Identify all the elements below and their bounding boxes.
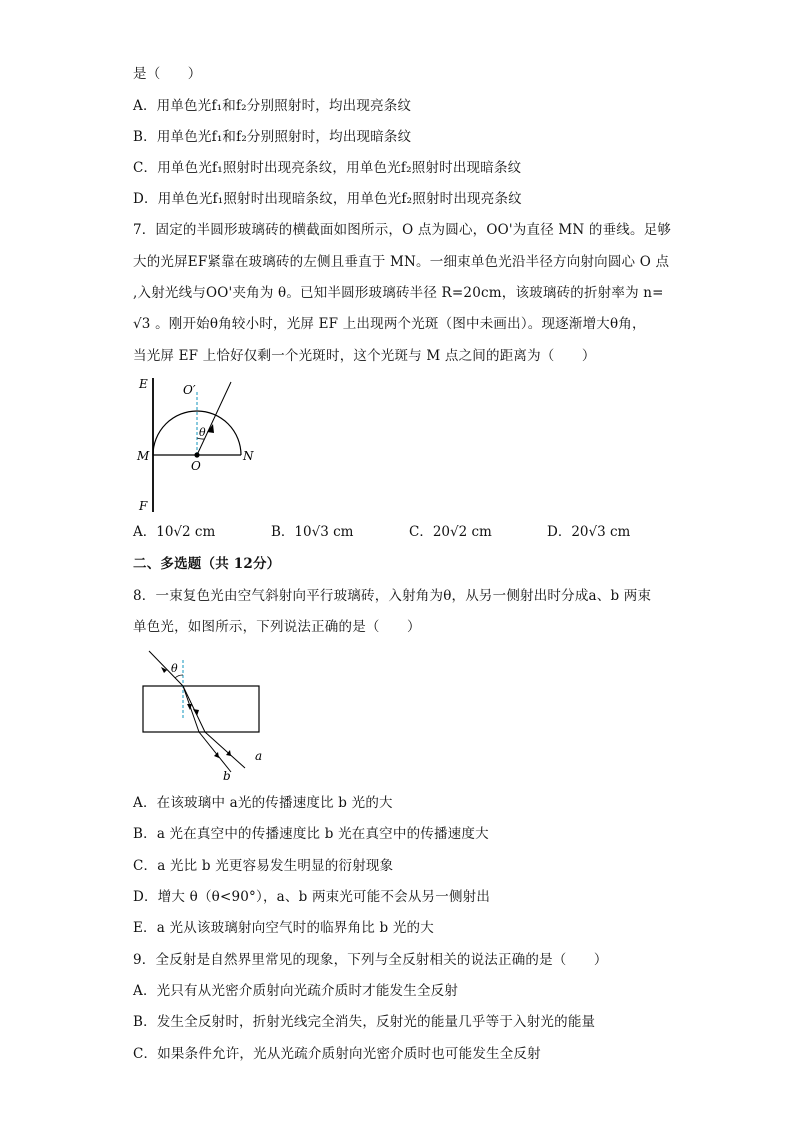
q6-option-c: C．用单色光f₁照射时出现亮条纹，用单色光f₂照射时出现暗条纹 [133,160,522,176]
label-a: a [255,749,263,763]
q9-option-c: C．如果条件允许，光从光疏介质射向光密介质时也可能发生全反射 [133,1046,541,1062]
ray-b-out-arrow [214,752,219,758]
label-m: M [137,449,150,463]
ray-a-out-arrow [226,750,231,756]
q7-option-b: B．10√3 cm [271,524,354,540]
q7-option-d: D．20√3 cm [547,524,631,540]
ray-b-inside [183,686,199,732]
incident-ray [149,651,183,686]
label-b: b [223,769,231,783]
ray-a-out [205,732,245,768]
center-o-dot [194,452,199,457]
label-e: E [139,377,148,391]
label-n: N [243,449,254,463]
q7-stem-line-2: 大的光屏EF紧靠在玻璃砖的左侧且垂直于 MN。一细束单色光沿半径方向射向圆心 O 点 [133,254,670,270]
label-f: F [139,499,148,513]
q8-figure [133,646,273,784]
q9-option-a: A．光只有从光密介质射向光疏介质时才能发生全反射 [133,983,459,999]
q7-stem-line-1: 7．固定的半圆形玻璃砖的横截面如图所示，O 点为圆心，OO'为直径 MN 的垂线。足够 [133,222,672,238]
q7-stem-line-3: ,入射光线与OO'夹角为 θ。已知半圆形玻璃砖半径 R=20cm，该玻璃砖的折射率为 n= [133,285,664,301]
label-theta: θ [171,662,178,675]
q8-stem-line-1: 8．一束复色光由空气斜射向平行玻璃砖，入射角为θ，从另一侧射出时分成a、b 两束 [133,588,652,604]
q8-stem-line-2: 单色光，如图所示，下列说法正确的是（ ） [133,619,421,635]
q8-option-e: E．a 光从该玻璃射向空气时的临界角比 b 光的大 [133,920,434,936]
q9-option-b: B．发生全反射时，折射光线完全消失，反射光的能量几乎等于入射光的能量 [133,1014,596,1030]
q8-option-d: D．增大 θ（θ<90°），a、b 两束光可能不会从另一侧射出 [133,889,491,905]
ray-a-inside-arrow [193,709,199,716]
q6-option-a: A．用单色光f₁和f₂分别照射时，均出现亮条纹 [133,98,412,114]
q7-stem-line-5: 当光屏 EF 上恰好仅剩一个光斑时，这个光斑与 M 点之间的距离为（ ） [133,348,596,364]
section-heading: 二、多选题（共 12分） [133,556,281,572]
q8-option-b: B．a 光在真空中的传播速度比 b 光在真空中的传播速度大 [133,826,489,842]
q8-option-c: C．a 光比 b 光更容易发生明显的衍射现象 [133,858,394,874]
q7-options [133,522,673,544]
q7-option-a: A．10√2 cm [133,524,216,540]
ray-b-out [199,732,231,772]
q7-figure [133,372,273,517]
q7-stem-line-4: √3 。刚开始θ角较小时，光屏 EF 上出现两个光斑（图中未画出）。现逐渐增大θ角， [133,316,646,332]
q6-stem-end: 是（ ） [133,66,202,82]
glass-slab [143,686,259,732]
q9-stem: 9．全反射是自然界里常见的现象，下列与全反射相关的说法正确的是（ ） [133,952,608,968]
q7-option-c: C．20√2 cm [409,524,492,540]
label-o-prime: O′ [183,383,196,397]
ray-a-inside [183,686,205,732]
q8-option-a: A．在该玻璃中 a光的传播速度比 b 光的大 [133,795,393,811]
q6-option-d: D．用单色光f₁照射时出现暗条纹，用单色光f₂照射时出现亮条纹 [133,191,522,207]
q6-option-b: B．用单色光f₁和f₂分别照射时，均出现暗条纹 [133,129,412,145]
incident-ray [197,382,231,455]
label-theta: θ [199,426,206,439]
theta-arc [175,675,183,678]
label-o: O [191,459,201,473]
